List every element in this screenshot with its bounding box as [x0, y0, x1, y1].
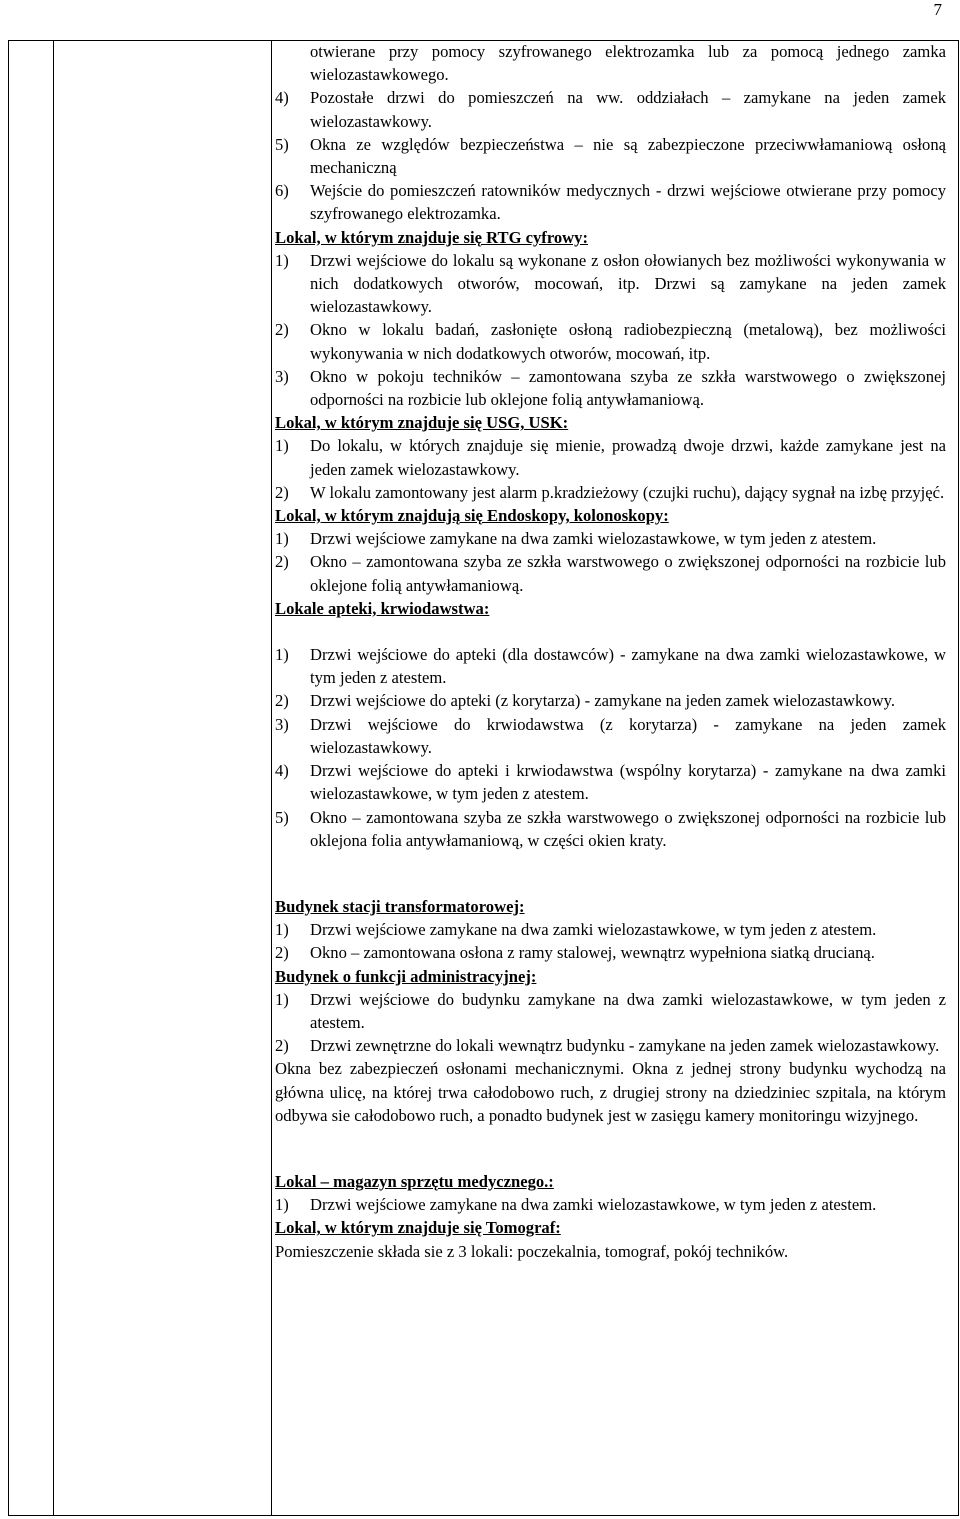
- section-heading-stacja: Budynek stacji transformatorowej:: [275, 896, 525, 916]
- list-item: 3) Okno w pokoju techników – zamontowana szyba ze szkła warstwowego o zwiększonej odporności na rozbicie lub oklejone folią antywłamaniową.: [275, 366, 946, 410]
- section-heading-endoskopy: Lokal, w którym znajdują się Endoskopy, kolonoskopy:: [275, 506, 669, 526]
- list-item: 2) Okno – zamontowana szyba ze szkła warstwowego o zwiększonej odporności na rozbicie lub oklejone folią antywłamaniową.: [275, 552, 946, 595]
- section-heading-apteka: Lokale apteki, krwiodawstwa:: [275, 598, 490, 618]
- paragraph-okna: Okna bez zabezpieczeń osłonami mechanicznymi. Okna z jednej strony budynku wychodzą na główna ulicę, na której trwa całodobowo ruch, z drugiej strony na dziedziniec szpitala, na którym odbywa sie całodobowo ruch, a ponadto budynek jest w zasięgu kamery monitoringu wizyjnego.: [275, 1059, 946, 1125]
- list-item: 3) Drzwi wejściowe do krwiodawstwa (z korytarza) - zamykane na jeden zamek wielozastawkowy.: [275, 714, 946, 757]
- list-item: 2) W lokalu zamontowany jest alarm p.kradzieżowy (czujki ruchu), dający sygnał na izbę przyjęć.: [275, 482, 945, 502]
- list-item: 1) Drzwi wejściowe do apteki (dla dostawców) - zamykane na dwa zamki wielozastawkowe, w tym jeden z atestem.: [275, 645, 946, 688]
- list-item: 5) Okno – zamontowana szyba ze szkła warstwowego o zwiększonej odporności na rozbicie lub oklejona folia antywłamaniową, w części okien kraty.: [275, 807, 946, 850]
- section-heading-administracja: Budynek o funkcji administracyjnej:: [275, 966, 537, 986]
- spacer: [275, 620, 946, 643]
- list-item: 1) Drzwi wejściowe zamykane na dwa zamki wielozastawkowe, w tym jeden z atestem.: [275, 529, 877, 549]
- spacer: [275, 1150, 946, 1170]
- list-item: 6) Wejście do pomieszczeń ratowników medycznych - drzwi wejściowe otwierane przy pomocy szyfrowanego elektrozamka.: [275, 181, 946, 224]
- list-item: 1) Drzwi wejściowe zamykane na dwa zamki wielozastawkowe, w tym jeden z atestem.: [275, 920, 877, 940]
- list-item: 2) Drzwi zewnętrzne do lokali wewnątrz budynku - zamykane na jeden zamek wielozastawkowy.: [275, 1036, 940, 1056]
- page-number: 7: [933, 0, 942, 19]
- section-heading-tomograf: Lokal, w którym znajduje się Tomograf:: [275, 1218, 561, 1238]
- document-content: [275, 40, 946, 1263]
- section-heading-magazyn: Lokal – magazyn sprzętu medycznego.:: [275, 1171, 554, 1191]
- list-item: 1) Drzwi wejściowe do budynku zamykane na dwa zamki wielozastawkowe, w tym jeden z atestem.: [275, 989, 946, 1032]
- list-item: 5) Okna ze względów bezpieczeństwa – nie są zabezpieczone przeciwwłamaniową osłoną mechaniczną: [275, 134, 946, 178]
- list-item: 2) Okno w lokalu badań, zasłonięte osłoną radiobezpieczną (metalową), bez możliwości wykonywania w nich dodatkowych otworów, mocowań, itp.: [275, 320, 946, 363]
- list-item: 2) Okno – zamontowana osłona z ramy stalowej, wewnątrz wypełniona siatką drucianą.: [275, 943, 875, 963]
- column-divider: [53, 41, 54, 1515]
- list-item: 1) Drzwi wejściowe zamykane na dwa zamki wielozastawkowe, w tym jeden z atestem.: [275, 1195, 877, 1215]
- spacer: [275, 852, 946, 875]
- list-item: 1) Do lokalu, w których znajduje się mienie, prowadzą dwoje drzwi, każde zamykane jest na jeden zamek wielozastawkowy.: [275, 436, 946, 479]
- section-heading-usg: Lokal, w którym znajduje się USG, USK:: [275, 413, 569, 433]
- list-item: 1) Drzwi wejściowe do lokalu są wykonane z osłon ołowianych bez możliwości wykonywania w nich dodatkowych otworów, mocowań, itp. Drzwi są zamykane na jeden zamek wielozastawkowy.: [275, 250, 946, 317]
- list-item: 4) Pozostałe drzwi do pomieszczeń na ww. oddziałach – zamykane na jeden zamek wielozastawkowy.: [275, 88, 946, 131]
- spacer: [275, 1127, 946, 1150]
- section-heading-rtg: Lokal, w którym znajduje się RTG cyfrowy:: [275, 227, 588, 247]
- spacer: [275, 875, 946, 895]
- intro-continuation: otwierane przy pomocy szyfrowanego elektrozamka lub za pomocą jednego zamka wielozastawkowego.: [310, 42, 946, 85]
- column-divider: [271, 41, 272, 1515]
- list-item: 4) Drzwi wejściowe do apteki i krwiodawstwa (wspólny korytarza) - zamykane na dwa zamki wielozastawkowe, w tym jeden z atestem.: [275, 761, 946, 804]
- list-item: 2) Drzwi wejściowe do apteki (z korytarza) - zamykane na jeden zamek wielozastawkowy.: [275, 691, 895, 711]
- paragraph-tomograf: Pomieszczenie składa sie z 3 lokali: poczekalnia, tomograf, pokój techników.: [275, 1241, 789, 1261]
